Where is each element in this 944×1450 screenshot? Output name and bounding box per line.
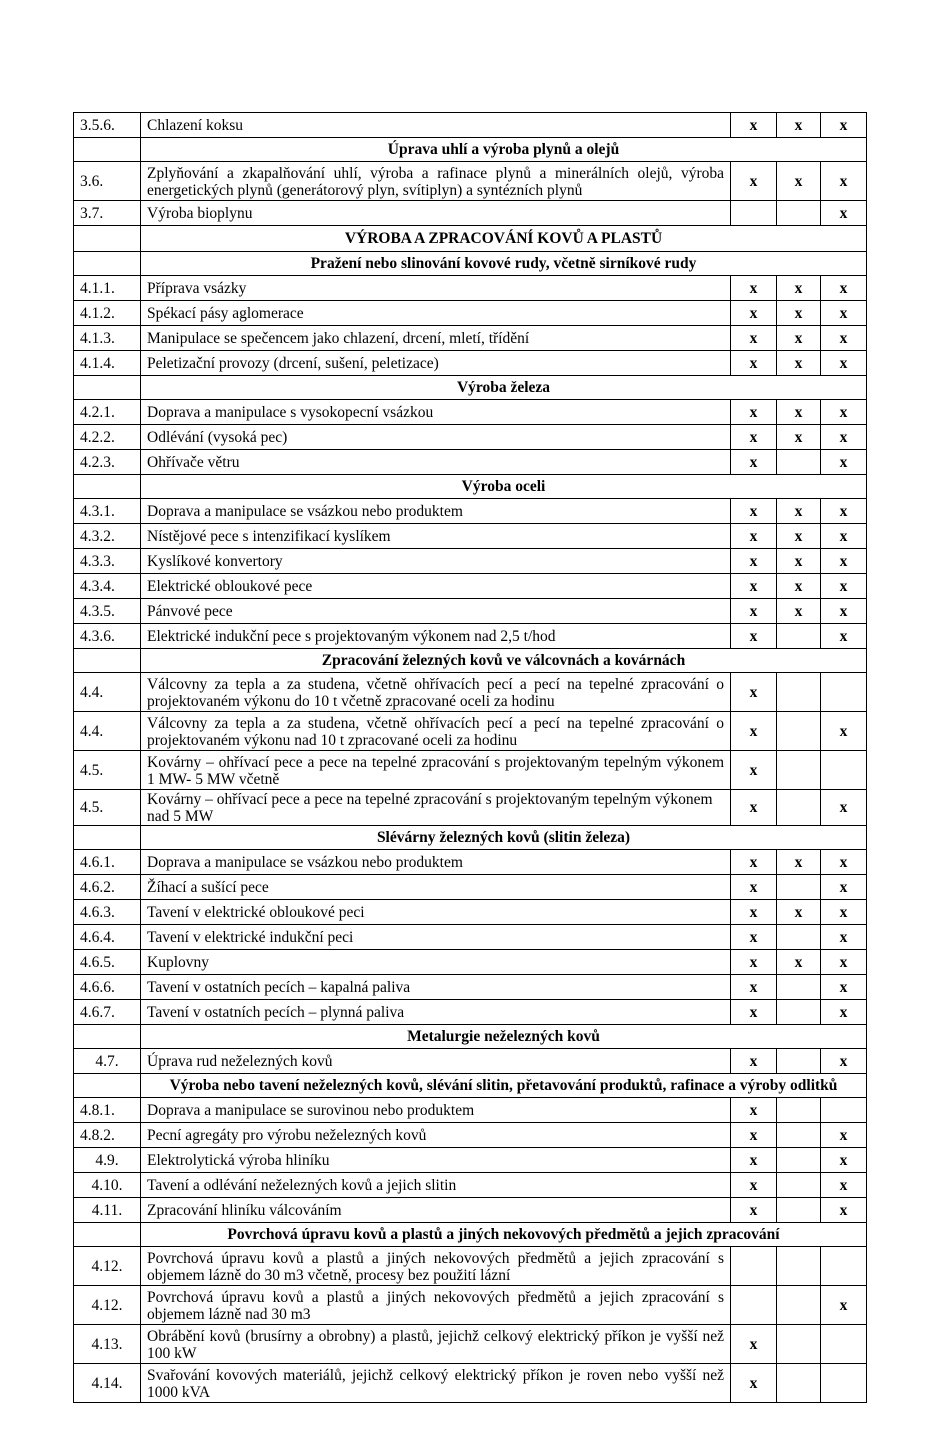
mark-cell-1: x: [731, 400, 777, 425]
table-row: [74, 549, 867, 574]
mark-cell-2: x: [777, 276, 821, 301]
item-description: Obrábění kovů (brusírny a obrobny) a plastů, jejichž celkový elektrický příkon je vyšší než 100 kW: [141, 1325, 731, 1364]
table-row: [74, 351, 867, 376]
mark-cell-3: x: [821, 900, 867, 925]
mark-cell-3: [821, 1098, 867, 1123]
item-code: 4.2.1.: [74, 400, 141, 425]
mark-cell-2: x: [777, 900, 821, 925]
mark-cell-1: x: [731, 673, 777, 712]
mark-cell-2: [777, 624, 821, 649]
item-description: Tavení a odlévání neželezných kovů a jejich slitin: [141, 1173, 731, 1198]
item-code: 4.6.6.: [74, 975, 141, 1000]
mark-cell-1: [731, 1247, 777, 1286]
item-description: Nístějové pece s intenzifikací kyslíkem: [141, 524, 731, 549]
mark-cell-3: x: [821, 326, 867, 351]
mark-cell-2: [777, 201, 821, 226]
mark-cell-1: [731, 1286, 777, 1325]
table-row: [74, 925, 867, 950]
table-row: [74, 162, 867, 201]
empty-code-cell: [74, 649, 141, 673]
mark-cell-2: [777, 1098, 821, 1123]
table-row: [74, 673, 867, 712]
item-description: Chlazení koksu: [141, 113, 731, 138]
item-code: 4.12.: [74, 1247, 141, 1286]
item-code: 4.9.: [74, 1148, 141, 1173]
table-row: [74, 1148, 867, 1173]
section-heading-row: [74, 826, 867, 850]
mark-cell-1: x: [731, 751, 777, 790]
mark-cell-2: [777, 1049, 821, 1074]
mark-cell-3: x: [821, 790, 867, 826]
mark-cell-3: x: [821, 113, 867, 138]
table-row: [74, 975, 867, 1000]
mark-cell-3: x: [821, 574, 867, 599]
item-code: 3.7.: [74, 201, 141, 226]
section-heading-row: [74, 1074, 867, 1098]
mark-cell-1: [731, 201, 777, 226]
mark-cell-2: x: [777, 400, 821, 425]
item-description: Povrchová úpravu kovů a plastů a jiných nekovových předmětů a jejich zpracování s objemem lázně do 30 m3 včetně, procesy bez použití lázní: [141, 1247, 731, 1286]
section-title: Výroba oceli: [141, 475, 867, 499]
item-description: Tavení v ostatních pecích – plynná paliva: [141, 1000, 731, 1025]
mark-cell-1: x: [731, 351, 777, 376]
item-description: Spékací pásy aglomerace: [141, 301, 731, 326]
section-title: Metalurgie neželezných kovů: [141, 1025, 867, 1049]
table-row: [74, 1049, 867, 1074]
mark-cell-1: x: [731, 599, 777, 624]
item-code: 4.3.1.: [74, 499, 141, 524]
item-code: 4.12.: [74, 1286, 141, 1325]
item-code: 3.6.: [74, 162, 141, 201]
item-description: Válcovny za tepla a za studena, včetně ohřívacích pecí a pecí na tepelné zpracování o projektovaném výkonu nad 10 t zpracované oceli za hodinu: [141, 712, 731, 751]
table-row: [74, 1098, 867, 1123]
mark-cell-2: x: [777, 113, 821, 138]
section-title: Pražení nebo slinování kovové rudy, včetně sirníkové rudy: [141, 252, 867, 276]
mark-cell-2: [777, 1123, 821, 1148]
item-description: Peletizační provozy (drcení, sušení, peletizace): [141, 351, 731, 376]
item-code: 4.3.4.: [74, 574, 141, 599]
table-row: [74, 900, 867, 925]
item-code: 4.2.3.: [74, 450, 141, 475]
mark-cell-3: x: [821, 400, 867, 425]
mark-cell-1: x: [731, 326, 777, 351]
mark-cell-3: x: [821, 1173, 867, 1198]
mark-cell-2: x: [777, 950, 821, 975]
item-code: 4.3.6.: [74, 624, 141, 649]
item-description: Pánvové pece: [141, 599, 731, 624]
mark-cell-2: [777, 673, 821, 712]
chapter-title: VÝROBA A ZPRACOVÁNÍ KOVŮ A PLASTŮ: [141, 226, 867, 252]
item-code: 4.6.3.: [74, 900, 141, 925]
mark-cell-1: x: [731, 950, 777, 975]
item-code: 4.4.: [74, 712, 141, 751]
table-row: [74, 1247, 867, 1286]
mark-cell-2: x: [777, 351, 821, 376]
mark-cell-2: [777, 1247, 821, 1286]
table-row: [74, 574, 867, 599]
section-title: Výroba nebo tavení neželezných kovů, slévání slitin, přetavování produktů, rafinace a výroby odlitků: [141, 1074, 867, 1098]
item-code: 4.7.: [74, 1049, 141, 1074]
empty-code-cell: [74, 475, 141, 499]
mark-cell-2: x: [777, 301, 821, 326]
table-row: [74, 875, 867, 900]
table-row: [74, 1364, 867, 1403]
item-code: 4.6.1.: [74, 850, 141, 875]
section-heading-row: [74, 252, 867, 276]
item-code: 4.1.1.: [74, 276, 141, 301]
mark-cell-3: [821, 1247, 867, 1286]
mark-cell-2: [777, 925, 821, 950]
item-description: Ohřívače větru: [141, 450, 731, 475]
item-description: Povrchová úpravu kovů a plastů a jiných nekovových předmětů a jejich zpracování s objemem lázně nad 30 m3: [141, 1286, 731, 1325]
item-code: 4.8.2.: [74, 1123, 141, 1148]
section-title: Zpracování železných kovů ve válcovnách a kovárnách: [141, 649, 867, 673]
item-description: Elektrické obloukové pece: [141, 574, 731, 599]
mark-cell-1: x: [731, 1049, 777, 1074]
mark-cell-3: x: [821, 950, 867, 975]
mark-cell-1: x: [731, 975, 777, 1000]
mark-cell-2: [777, 1000, 821, 1025]
mark-cell-1: x: [731, 574, 777, 599]
mark-cell-3: x: [821, 1148, 867, 1173]
mark-cell-1: x: [731, 162, 777, 201]
item-description: Zplyňování a zkapalňování uhlí, výroba a rafinace plynů a minerálních olejů, výroba energetických plynů (generátorový plyn, svítiplyn) a syntézních plynů: [141, 162, 731, 201]
item-code: 4.8.1.: [74, 1098, 141, 1123]
item-code: 4.4.: [74, 673, 141, 712]
table-row: [74, 1286, 867, 1325]
item-code: 4.3.2.: [74, 524, 141, 549]
item-code: 4.14.: [74, 1364, 141, 1403]
item-description: Manipulace se spečencem jako chlazení, drcení, mletí, třídění: [141, 326, 731, 351]
item-code: 4.1.4.: [74, 351, 141, 376]
mark-cell-1: x: [731, 1148, 777, 1173]
mark-cell-1: x: [731, 900, 777, 925]
mark-cell-1: x: [731, 875, 777, 900]
mark-cell-3: x: [821, 712, 867, 751]
section-heading-row: [74, 376, 867, 400]
item-code: 4.13.: [74, 1325, 141, 1364]
item-code: 4.6.5.: [74, 950, 141, 975]
item-code: 4.6.4.: [74, 925, 141, 950]
mark-cell-3: [821, 673, 867, 712]
item-description: Kovárny – ohřívací pece a pece na tepelné zpracování s projektovaným tepelným výkonem nad 5 MW: [141, 790, 731, 826]
mark-cell-2: x: [777, 162, 821, 201]
section-heading-row: [74, 138, 867, 162]
table-row: [74, 301, 867, 326]
mark-cell-1: x: [731, 790, 777, 826]
empty-code-cell: [74, 226, 141, 252]
mark-cell-3: [821, 751, 867, 790]
empty-code-cell: [74, 1074, 141, 1098]
item-description: Doprava a manipulace se surovinou nebo produktem: [141, 1098, 731, 1123]
item-code: 4.6.7.: [74, 1000, 141, 1025]
mark-cell-1: x: [731, 113, 777, 138]
mark-cell-1: x: [731, 850, 777, 875]
item-code: 4.11.: [74, 1198, 141, 1223]
table-row: [74, 1000, 867, 1025]
item-description: Tavení v elektrické obloukové peci: [141, 900, 731, 925]
mark-cell-3: x: [821, 1000, 867, 1025]
mark-cell-1: x: [731, 499, 777, 524]
table-row: [74, 499, 867, 524]
mark-cell-2: x: [777, 850, 821, 875]
mark-cell-2: [777, 790, 821, 826]
mark-cell-2: [777, 875, 821, 900]
mark-cell-2: x: [777, 326, 821, 351]
empty-code-cell: [74, 252, 141, 276]
item-description: Tavení v ostatních pecích – kapalná paliva: [141, 975, 731, 1000]
mark-cell-3: x: [821, 425, 867, 450]
item-description: Žíhací a sušící pece: [141, 875, 731, 900]
item-code: 4.1.2.: [74, 301, 141, 326]
mark-cell-2: x: [777, 524, 821, 549]
table-row: [74, 113, 867, 138]
section-title: Úprava uhlí a výroba plynů a olejů: [141, 138, 867, 162]
table-row: [74, 950, 867, 975]
item-description: Výroba bioplynu: [141, 201, 731, 226]
mark-cell-3: x: [821, 1123, 867, 1148]
mark-cell-3: x: [821, 524, 867, 549]
item-code: 4.3.5.: [74, 599, 141, 624]
mark-cell-3: x: [821, 450, 867, 475]
table-row: [74, 1173, 867, 1198]
item-code: 4.1.3.: [74, 326, 141, 351]
empty-code-cell: [74, 138, 141, 162]
mark-cell-3: x: [821, 201, 867, 226]
mark-cell-1: x: [731, 624, 777, 649]
item-code: 4.2.2.: [74, 425, 141, 450]
section-heading-row: [74, 1025, 867, 1049]
item-description: Svařování kovových materiálů, jejichž celkový elektrický příkon je roven nebo vyšší než 1000 kVA: [141, 1364, 731, 1403]
table-row: [74, 276, 867, 301]
item-code: 4.3.3.: [74, 549, 141, 574]
item-description: Zpracování hliníku válcováním: [141, 1198, 731, 1223]
mark-cell-1: x: [731, 549, 777, 574]
table-row: [74, 751, 867, 790]
mark-cell-1: x: [731, 712, 777, 751]
mark-cell-3: x: [821, 1049, 867, 1074]
empty-code-cell: [74, 1025, 141, 1049]
item-description: Válcovny za tepla a za studena, včetně ohřívacích pecí a pecí na tepelné zpracování o projektovaném výkonu do 10 t včetně zpracované oceli za hodinu: [141, 673, 731, 712]
mark-cell-1: x: [731, 1364, 777, 1403]
activities-table-body: [74, 113, 867, 1403]
mark-cell-3: x: [821, 351, 867, 376]
mark-cell-2: [777, 1364, 821, 1403]
mark-cell-2: [777, 975, 821, 1000]
section-heading-row: [74, 1223, 867, 1247]
mark-cell-3: x: [821, 549, 867, 574]
activities-table: [73, 112, 867, 1403]
mark-cell-2: [777, 751, 821, 790]
mark-cell-3: x: [821, 850, 867, 875]
table-row: [74, 790, 867, 826]
item-code: 3.5.6.: [74, 113, 141, 138]
mark-cell-2: x: [777, 549, 821, 574]
mark-cell-3: x: [821, 1286, 867, 1325]
item-description: Odlévání (vysoká pec): [141, 425, 731, 450]
table-row: [74, 1123, 867, 1148]
mark-cell-1: x: [731, 276, 777, 301]
mark-cell-3: [821, 1364, 867, 1403]
table-row: [74, 1198, 867, 1223]
item-code: 4.5.: [74, 751, 141, 790]
item-description: Úprava rud neželezných kovů: [141, 1049, 731, 1074]
table-row: [74, 712, 867, 751]
mark-cell-2: x: [777, 599, 821, 624]
item-description: Tavení v elektrické indukční peci: [141, 925, 731, 950]
table-row: [74, 1325, 867, 1364]
mark-cell-3: x: [821, 162, 867, 201]
item-description: Elektrické indukční pece s projektovaným výkonem nad 2,5 t/hod: [141, 624, 731, 649]
item-code: 4.10.: [74, 1173, 141, 1198]
mark-cell-1: x: [731, 1198, 777, 1223]
mark-cell-3: [821, 1325, 867, 1364]
item-description: Elektrolytická výroba hliníku: [141, 1148, 731, 1173]
mark-cell-1: x: [731, 450, 777, 475]
item-code: 4.6.2.: [74, 875, 141, 900]
item-description: Doprava a manipulace se vsázkou nebo produktem: [141, 850, 731, 875]
mark-cell-2: x: [777, 499, 821, 524]
item-description: Doprava a manipulace se vsázkou nebo produktem: [141, 499, 731, 524]
mark-cell-2: [777, 712, 821, 751]
mark-cell-3: x: [821, 499, 867, 524]
chapter-heading-row: [74, 226, 867, 252]
section-heading-row: [74, 475, 867, 499]
empty-code-cell: [74, 1223, 141, 1247]
mark-cell-1: x: [731, 425, 777, 450]
mark-cell-3: x: [821, 975, 867, 1000]
item-description: Kyslíkové konvertory: [141, 549, 731, 574]
mark-cell-3: x: [821, 599, 867, 624]
mark-cell-1: x: [731, 524, 777, 549]
mark-cell-1: x: [731, 1173, 777, 1198]
table-row: [74, 450, 867, 475]
mark-cell-1: x: [731, 1000, 777, 1025]
table-row: [74, 524, 867, 549]
mark-cell-2: x: [777, 574, 821, 599]
item-description: Pecní agregáty pro výrobu neželezných kovů: [141, 1123, 731, 1148]
mark-cell-1: x: [731, 1123, 777, 1148]
mark-cell-1: x: [731, 1325, 777, 1364]
mark-cell-3: x: [821, 624, 867, 649]
item-code: 4.5.: [74, 790, 141, 826]
item-description: Kovárny – ohřívací pece a pece na tepelné zpracování s projektovaným tepelným výkonem 1 MW- 5 MW včetně: [141, 751, 731, 790]
table-row: [74, 624, 867, 649]
table-row: [74, 326, 867, 351]
item-description: Příprava vsázky: [141, 276, 731, 301]
mark-cell-3: x: [821, 925, 867, 950]
section-title: Povrchová úpravu kovů a plastů a jiných nekovových předmětů a jejich zpracování: [141, 1223, 867, 1247]
mark-cell-3: x: [821, 875, 867, 900]
mark-cell-2: x: [777, 425, 821, 450]
mark-cell-3: x: [821, 276, 867, 301]
mark-cell-1: x: [731, 1098, 777, 1123]
mark-cell-2: [777, 1173, 821, 1198]
table-row: [74, 400, 867, 425]
mark-cell-3: x: [821, 1198, 867, 1223]
empty-code-cell: [74, 376, 141, 400]
section-heading-row: [74, 649, 867, 673]
table-row: [74, 850, 867, 875]
mark-cell-3: x: [821, 301, 867, 326]
section-title: Výroba železa: [141, 376, 867, 400]
table-row: [74, 425, 867, 450]
mark-cell-2: [777, 1148, 821, 1173]
mark-cell-2: [777, 450, 821, 475]
section-title: Slévárny železných kovů (slitin železa): [141, 826, 867, 850]
mark-cell-1: x: [731, 925, 777, 950]
mark-cell-1: x: [731, 301, 777, 326]
table-row: [74, 201, 867, 226]
mark-cell-2: [777, 1325, 821, 1364]
table-row: [74, 599, 867, 624]
mark-cell-2: [777, 1198, 821, 1223]
item-description: Doprava a manipulace s vysokopecní vsázkou: [141, 400, 731, 425]
empty-code-cell: [74, 826, 141, 850]
mark-cell-2: [777, 1286, 821, 1325]
item-description: Kuplovny: [141, 950, 731, 975]
